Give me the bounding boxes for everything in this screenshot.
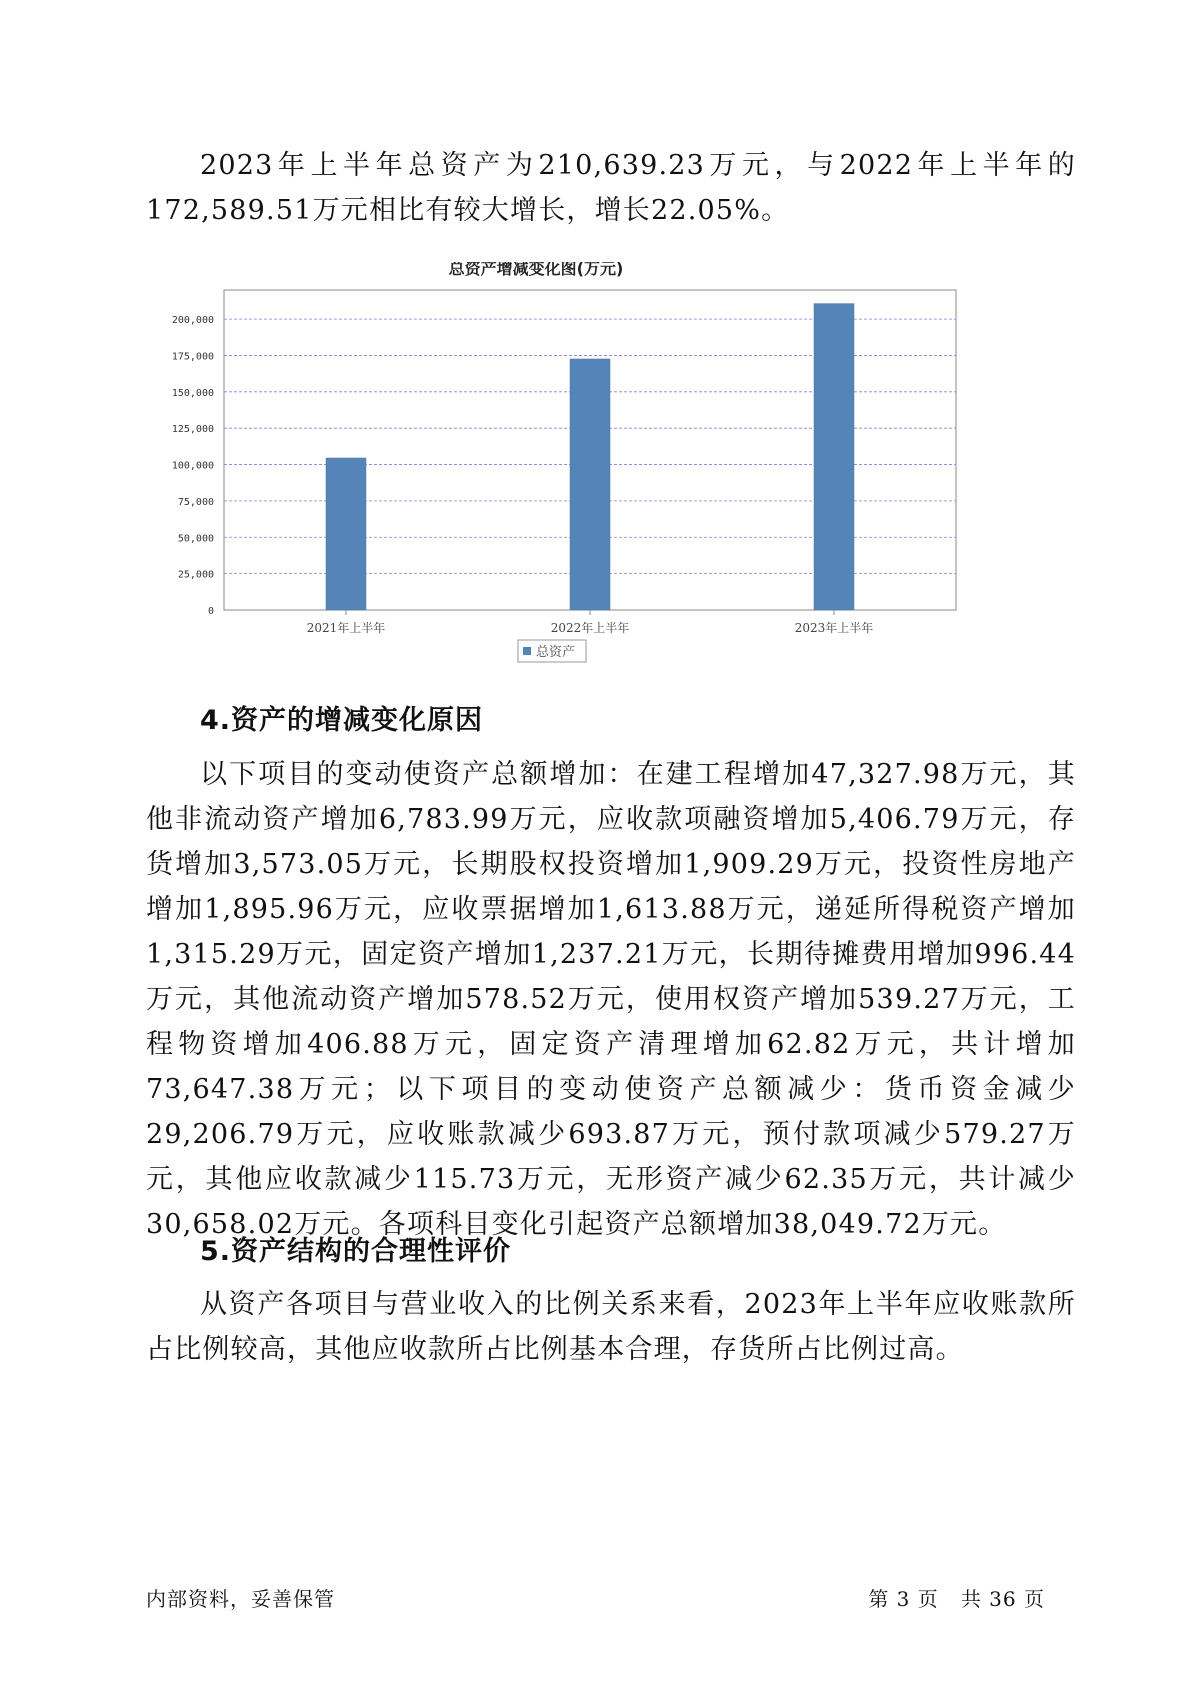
- bar-2: [570, 359, 610, 610]
- total-assets-chart: [146, 262, 1022, 712]
- section-4-paragraph: 以下项目的变动使资产总额增加：在建工程增加47,327.98万元，其他非流动资产增加6,783.99万元，应收款项融资增加5,406.79万元，存货增加3,573.05万元，长期股权投资增加1,909.29万元，投资性房地产增加1,895.96万元，应收票据增加1,613.88万元，递延所得税资产增加1,315.29万元，固定资产增加1,237.21万元，长期待摊费用增加996.44万元，其他流动资产增加578.52万元，使用权资产增加539.27万元，工程物资增加406.88万元，固定资产清理增加62.82万元，共计增加73,647.38万元；以下项目的变动使资产总额减少：货币资金减少29,206.79万元，应收账款减少693.87万元，预付款项减少579.27万元，其他应收款减少115.73万元，无形资产减少62.35万元，共计减少30,658.02万元。各项科目变化引起资产总额增加38,049.72万元。: [146, 759, 1076, 1240]
- y-tick-label: 125,000: [171, 424, 214, 436]
- y-tick-label: 200,000: [171, 315, 214, 327]
- chart-title: 总资产增减变化图(万元): [448, 262, 624, 278]
- y-tick-label: 50,000: [177, 533, 214, 545]
- bar-3: [814, 304, 854, 610]
- chart-svg: [146, 262, 1022, 712]
- section-5-heading: 5.资产结构的合理性评价: [200, 1236, 512, 1267]
- x-tick-label: 2022年上半年: [550, 621, 630, 635]
- x-tick-label: 2023年上半年: [794, 621, 874, 635]
- y-tick-label: 25,000: [177, 569, 214, 581]
- y-tick-label: 75,000: [177, 496, 214, 508]
- legend-label: 总资产: [536, 645, 576, 660]
- x-tick-label: 2021年上半年: [306, 621, 386, 635]
- y-tick-label: 175,000: [171, 351, 214, 363]
- y-tick-label: 150,000: [171, 387, 214, 399]
- intro-paragraph: 2023年上半年总资产为210,639.23万元，与2022年上半年的172,589.51万元相比有较大增长，增长22.05%。: [146, 150, 1076, 226]
- section-4-heading: 4.资产的增减变化原因: [200, 705, 484, 736]
- y-tick-label: 0: [207, 606, 214, 617]
- y-tick-label: 100,000: [171, 460, 214, 472]
- footer-page-number: 第 3 页 共 36 页: [868, 1587, 1045, 1611]
- footer-left: 内部资料，妥善保管: [146, 1587, 335, 1611]
- section-5-paragraph: 从资产各项目与营业收入的比例关系来看，2023年上半年应收账款所占比例较高，其他应收款所占比例基本合理，存货所占比例过高。: [146, 1289, 1076, 1365]
- bar-1: [326, 458, 366, 610]
- legend-swatch: [523, 647, 531, 655]
